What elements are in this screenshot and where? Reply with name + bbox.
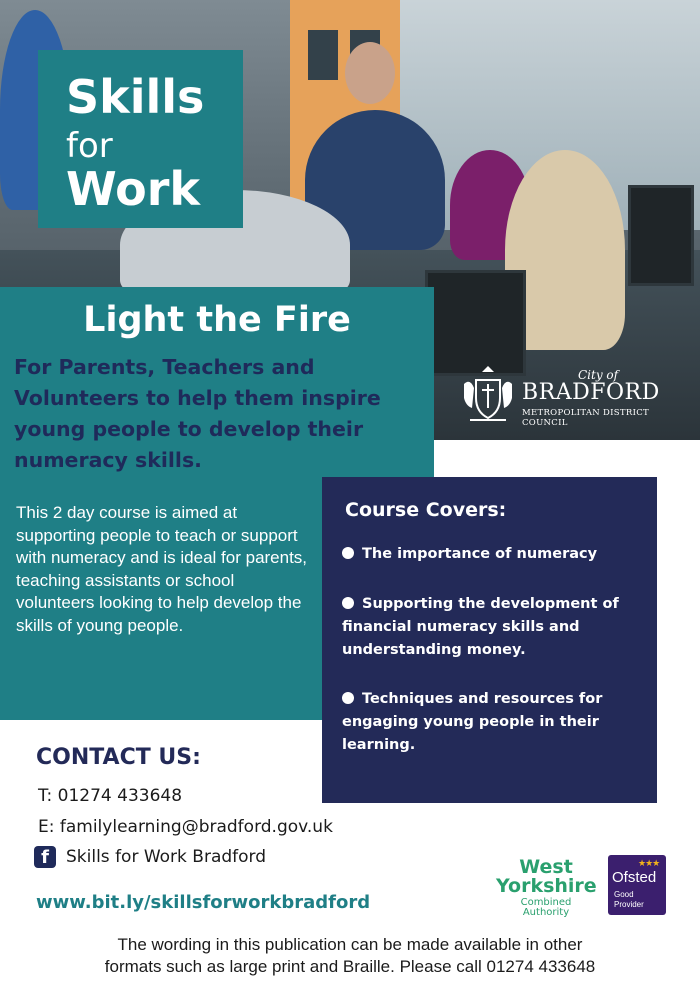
computer-monitor xyxy=(425,270,526,376)
west-yorkshire-combined-authority-logo xyxy=(496,855,597,918)
skills-for-work-logo xyxy=(38,50,243,228)
wy-logo-line: Yorkshire xyxy=(496,875,597,897)
wy-logo-line: Authority xyxy=(522,907,570,918)
computer-monitor xyxy=(628,185,694,286)
wy-logo-line: West xyxy=(519,856,573,878)
course-description: This 2 day course is aimed at supporting people to teach or support with numeracy and is ideal for parents, teaching assistants or school volunteers looking to help develop the skills of young people. xyxy=(16,503,308,635)
page-title: Light the Fire xyxy=(83,300,351,340)
logo-line: Skills xyxy=(66,70,205,124)
ofsted-rating-2: Provider xyxy=(614,900,644,909)
coat-of-arms-icon xyxy=(460,362,516,426)
bullet-icon xyxy=(342,692,354,704)
stars-icon: ★★★ xyxy=(638,858,660,868)
council-name: BRADFORD xyxy=(522,380,660,405)
course-item xyxy=(342,543,642,566)
person-teacher-head xyxy=(345,42,395,104)
ofsted-badge xyxy=(608,855,666,915)
ofsted-rating: Good xyxy=(614,890,634,899)
facebook-icon: f xyxy=(34,846,56,868)
course-item xyxy=(342,688,642,757)
course-covers-box xyxy=(322,477,657,803)
footer-line: The wording in this publication can be made available in other xyxy=(117,935,583,954)
logo-line: Work xyxy=(66,162,200,216)
council-city-of: City of xyxy=(578,368,619,382)
footer-line: formats such as large print and Braille. Please call 01274 433648 xyxy=(104,957,596,976)
website-link[interactable]: www.bit.ly/skillsforworkbradford xyxy=(36,892,371,913)
course-covers-title: Course Covers: xyxy=(345,499,507,521)
contact-phone[interactable]: T: 01274 433648 xyxy=(38,786,183,806)
contact-title: CONTACT US: xyxy=(36,745,201,770)
logo-line: for xyxy=(66,126,113,166)
facebook-page-link[interactable]: Skills for Work Bradford xyxy=(66,847,267,867)
ofsted-name: Ofsted xyxy=(612,869,657,886)
wy-logo-line: Combined xyxy=(520,897,572,908)
council-subtitle: METROPOLITAN DISTRICT COUNCIL xyxy=(522,408,650,428)
accessibility-footer xyxy=(0,934,700,978)
bradford-council-logo xyxy=(460,362,680,428)
course-item-text: The importance of numeracy xyxy=(362,546,598,562)
contact-email[interactable]: E: familylearning@bradford.gov.uk xyxy=(38,817,333,837)
bullet-icon xyxy=(342,547,354,559)
bullet-icon xyxy=(342,597,354,609)
audience-subhead: For Parents, Teachers and Volunteers to help them inspire young people to develop their numeracy skills. xyxy=(14,355,381,472)
course-item xyxy=(342,593,642,662)
course-item-text: Supporting the development of financial numeracy skills and understanding money. xyxy=(342,596,619,658)
course-item-text: Techniques and resources for engaging young people in their learning. xyxy=(342,691,603,753)
